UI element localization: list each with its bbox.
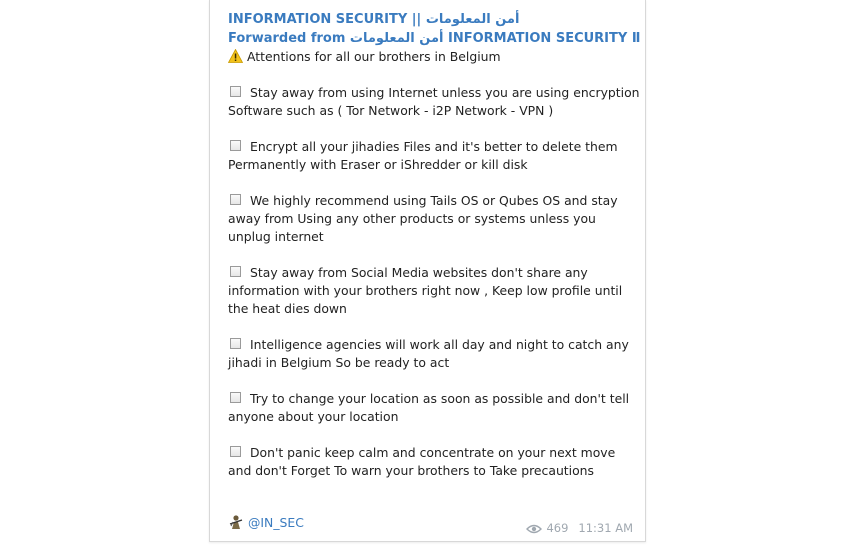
forwarded-from[interactable] (228, 31, 640, 46)
signature[interactable] (228, 514, 304, 533)
view-count: 469 (546, 521, 569, 535)
checkbox-icon (230, 266, 241, 277)
list-item-text: Stay away from Social Media websites don't share any information with your brothers right now , Keep low profile until the heat dies down (228, 265, 623, 316)
message-bubble (209, 0, 646, 542)
signature-handle[interactable]: @IN_SEC (248, 515, 304, 530)
checkbox-icon (230, 194, 241, 205)
list-item-text: Don't panic keep calm and concentrate on your next move and don't Forget To warn your brothers to Take precautions (228, 445, 616, 478)
intro-text: Attentions for all our brothers in Belgium (247, 49, 501, 64)
list-item (228, 84, 640, 120)
list-item-text: Intelligence agencies will work all day and night to catch any jihadi in Belgium So be ready to act (228, 337, 629, 370)
checkbox-icon (230, 392, 241, 403)
message-time: 11:31 AM (578, 521, 633, 535)
channel-title[interactable]: INFORMATION SECURITY || أمن المعلومات (228, 12, 520, 27)
list-item (228, 336, 640, 372)
checkbox-icon (230, 140, 241, 151)
message-meta (526, 521, 633, 537)
forwarded-prefix: Forwarded from (228, 31, 346, 46)
list-item (228, 444, 640, 480)
checkbox-icon (230, 86, 241, 97)
checkbox-icon (230, 338, 241, 349)
list-item (228, 390, 640, 426)
list-item-text: We highly recommend using Tails OS or Qubes OS and stay away from Using any other products or systems unless you unplug internet (228, 193, 618, 244)
fighter-icon (228, 514, 244, 533)
list-item-text: Encrypt all your jihadies Files and it's better to delete them Permanently with Eraser or iShredder or kill disk (228, 139, 618, 172)
list-item (228, 192, 640, 246)
intro-line (228, 48, 501, 68)
list-item-text: Stay away from using Internet unless you are using encryption Software such as ( Tor Network - i2P Network - VPN ) (228, 85, 640, 118)
list-item (228, 138, 640, 174)
warning-icon (228, 49, 243, 68)
list-item (228, 264, 640, 318)
eye-icon (526, 523, 542, 537)
list-item-text: Try to change your location as soon as possible and don't tell anyone about your location (228, 391, 630, 424)
forwarded-source[interactable]: أمن المعلومات INFORMATION SECURITY Ⅱ (349, 31, 641, 46)
checkbox-icon (230, 446, 241, 457)
